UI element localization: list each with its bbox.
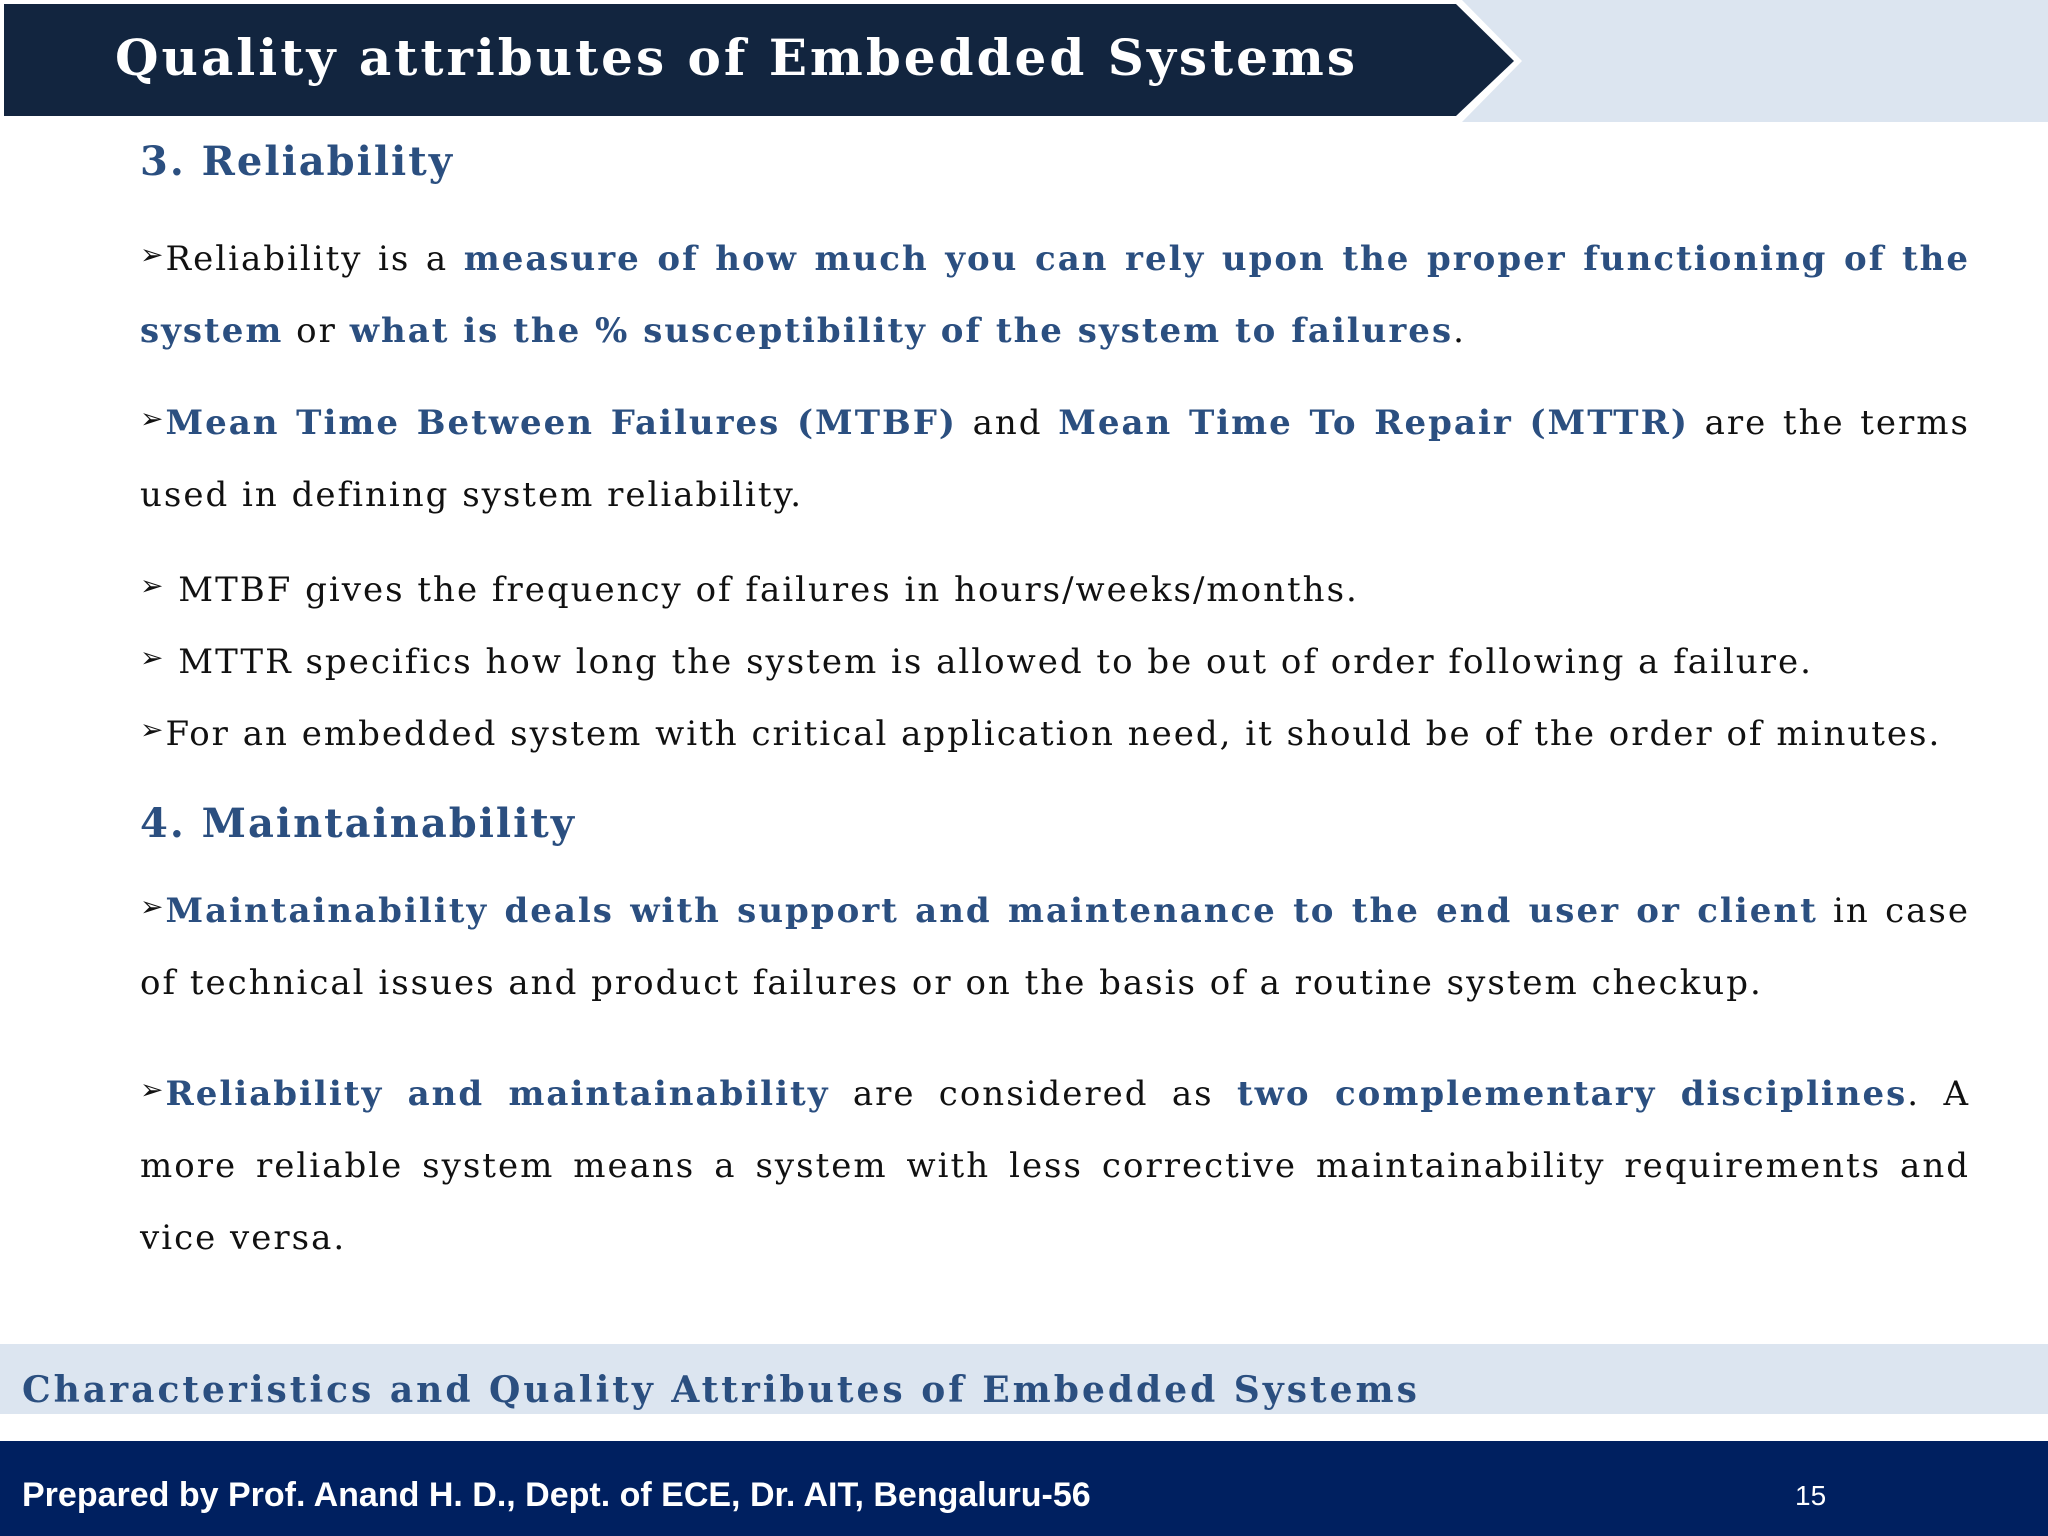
arrow-bullet-icon: ➢: [140, 641, 166, 674]
arrow-bullet-icon: ➢: [140, 238, 166, 271]
arrow-bullet-icon: ➢: [140, 402, 166, 435]
mtbf-mttr-paragraph: ➢Mean Time Between Failures (MTBF) and Mean Time To Repair (MTTR) are the terms used in defining system reliability.: [140, 402, 1970, 515]
mtbf-bullet: ➢ MTBF gives the frequency of failures in hours/weeks/months.: [140, 569, 1359, 610]
slide-title: Quality attributes of Embedded Systems: [115, 28, 1358, 87]
reliability-definition-paragraph: ➢Reliability is a measure of how much you can rely upon the proper functioning of the system or what is the % susceptibility of the system to failures.: [140, 238, 1970, 351]
complementary-disciplines-paragraph: ➢Reliability and maintainability are considered as two complementary disciplines. A more reliable system means a system with less corrective maintainability requirements and vice versa.: [140, 1073, 1970, 1258]
author-credit: Prepared by Prof. Anand H. D., Dept. of ECE, Dr. AIT, Bengaluru-56: [22, 1476, 1091, 1514]
section-heading-maintainability: 4. Maintainability: [140, 800, 577, 847]
critical-application-bullet: ➢For an embedded system with critical application need, it should be of the order of minutes.: [140, 713, 1942, 754]
arrow-bullet-icon: ➢: [140, 890, 166, 923]
footer-topic-title: Characteristics and Quality Attributes of Embedded Systems: [22, 1369, 1420, 1411]
maintainability-definition-paragraph: ➢Maintainability deals with support and maintenance to the end user or client in case of technical issues and product failures or on the basis of a routine system checkup.: [140, 890, 1970, 1003]
section-heading-reliability: 3. Reliability: [140, 138, 454, 185]
mttr-bullet: ➢ MTTR specifics how long the system is allowed to be out of order following a failure.: [140, 641, 1813, 682]
arrow-bullet-icon: ➢: [140, 713, 166, 746]
arrow-bullet-icon: ➢: [140, 569, 166, 602]
arrow-bullet-icon: ➢: [140, 1073, 166, 1106]
page-number: 15: [1795, 1480, 1827, 1511]
